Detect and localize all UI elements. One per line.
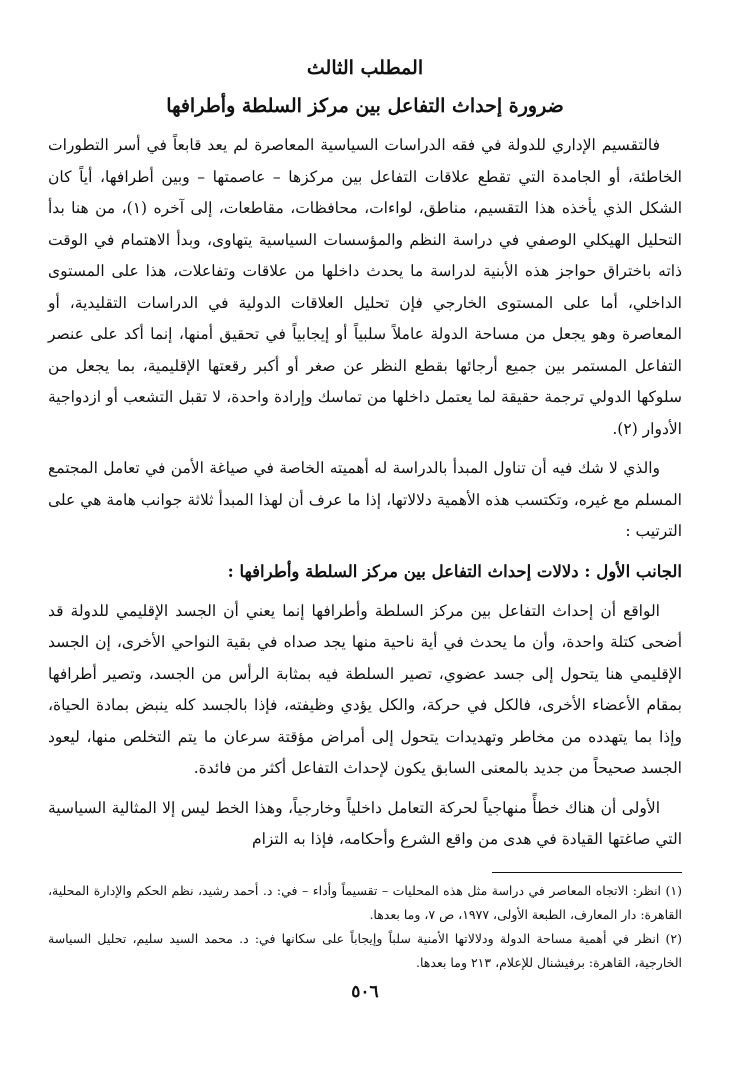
book-page [48,52,682,1005]
page-number: ٥٠٦ [351,981,379,1002]
page-title: ضرورة إحداث التفاعل بين مركز السلطة وأطرافها [166,95,564,117]
footnote-divider [492,872,682,873]
footnote-1: (١) انظر: الاتجاه المعاصر في دراسة مثل هذه المحليات – تقسيماً وأداء – في: د. أحمد رشيد، نظم الحكم والإدارة المحلية، القاهرة: دار المعارف، الطبعة الأولى، ١٩٧٧، ص ٧، وما بعدها. [48,882,682,922]
paragraph-reality: الواقع أن إحداث التفاعل بين مركز السلطة وأطرافها إنما يعني أن الجسد الإقليمي للدولة قد أضحى كتلة واحدة، وأن ما يحدث في أية ناحية منها يجد صداه في بقية النواحي الأخرى، إن الجسد الإقليمي هنا يتحول إلى جسد عضوي، تصير السلطة فيه بمثابة الرأس من الجسد، وتصير أطرافها بمقام الأعضاء الأخرى، فالكل في حركة، والكل يؤدي وظيفته، فإذا بالجسد كله ينبض بمادة الحياة، وإذا بما يتهدده من مخاطر وتهديدات يتحول إلى أمراض مؤقتة سرعان ما يتم التخلص منها، ليعود الجسد صحيحاً من جديد بالمعنى السابق يكون لإحداث التفاعل أكثر من فائدة. [48,601,682,777]
section-label: المطلب الثالث [306,57,424,79]
paragraph-first-benefit: الأولى أن هناك خطأً منهاجياً لحركة التعامل داخلياً وخارجياً، وهذا الخط ليس إلا المثالية السياسية التي صاغتها القيادة في هدى من واقع الشرع وأحكامه، فإذا به التزام [48,798,682,848]
footnote-2: (٢) انظر في أهمية مساحة الدولة ودلالاتها الأمنية سلباً وإيجاباً على سكانها في: د. محمد السيد سليم، تحليل السياسة الخارجية، القاهرة: برفيشنال للإعلام، ٢١٣ وما بعدها. [48,930,682,970]
paragraph-intro: فالتقسيم الإداري للدولة في فقه الدراسات السياسية المعاصرة لم يعد قابعاً في أسر التطورات الخاطئة، أو الجامدة التي تقطع علاقات التفاعل بين مركزها – عاصمتها – وبين أطرافها، أياً كان الشكل الذي يأخذه هذا التقسيم، مناطق، لواءات، محافظات، مقاطعات، إلى آخره (١)، من هنا بدأ التحليل الهيكلي الوصفي في دراسة النظم والمؤسسات السياسية يتهاوى، وبدأ الاهتمام في الوقت ذاته باختراق حواجز هذه الأبنية لدراسة ما يحدث داخلها من علاقات وتفاعلات، هذا على المستوى الداخلي، أما على المستوى الخارجي فإن تحليل العلاقات الدولية في الدراسات التقليدية، أو المعاصرة وهو يجعل من مساحة الدولة عاملاً سلبياً أو إيجابياً في تحقيق أمنها، إنما أكد على عنصر التفاعل المستمر بين جميع أرجائها بقطع النظر عن صغر أو أكبر رقعتها الإقليمية، بما يجعل من سلوكها الدولي ترجمة حقيقة لما يعتمل داخلها من تماسك وإرادة واحدة، لا تقبل التشعب أو ازدواجية الأدوار (٢). [48,136,683,438]
subheading-first-aspect: الجانب الأول : دلالات إحداث التفاعل بين مركز السلطة وأطرافها : [227,561,682,581]
paragraph-principle: والذي لا شك فيه أن تناول المبدأ بالدراسة له أهميته الخاصة في صياغة الأمن في تعامل المجتمع المسلم مع غيره، وتكتسب هذه الأهمية دلالاتها، إذا ما عرف أن لهذا المبدأ ثلاثة جوانب هامة هي على الترتيب : [48,459,682,540]
